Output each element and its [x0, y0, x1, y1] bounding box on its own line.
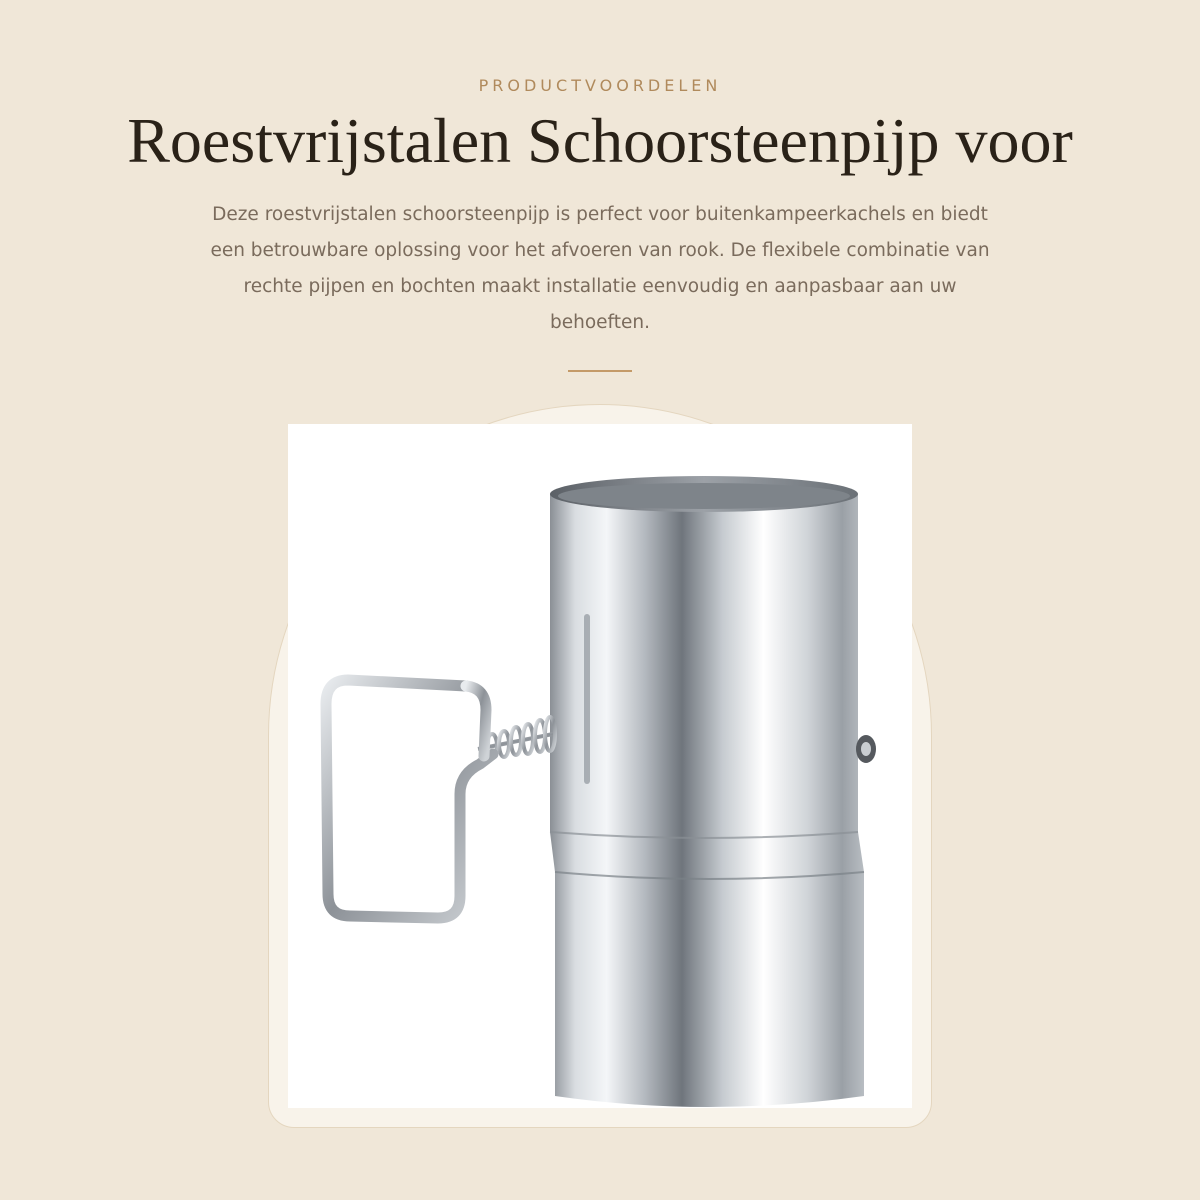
stainless-chimney-pipe-with-damper-icon [288, 424, 912, 1108]
product-image [288, 424, 912, 1108]
section-eyebrow: PRODUCTVOORDELEN [478, 76, 722, 95]
divider [568, 370, 632, 372]
product-description: Deze roestvrijstalen schoorsteenpijp is perfect voor buitenkampeerkachels en biedt een betrouwbare oplossing voor het afvoeren van rook. De flexibele combinatie van rechte pijpen en bochten maakt installatie eenvoudig en aanpasbaar aan uw behoeften. [210, 204, 990, 333]
page-title: Roestvrijstalen Schoorsteenpijp voor [127, 105, 1073, 176]
